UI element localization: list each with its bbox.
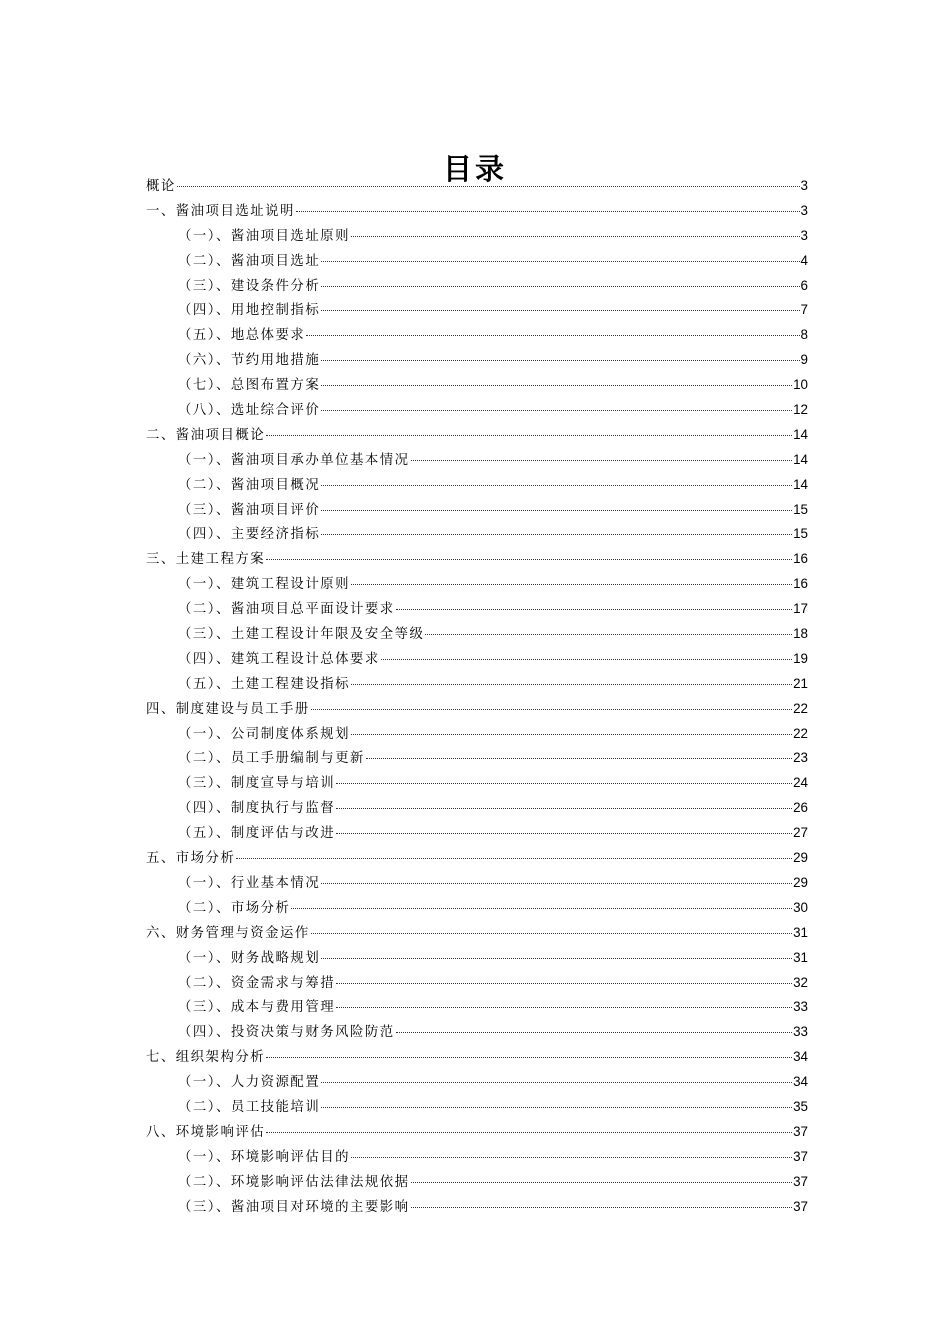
toc-section-entry[interactable] (146, 448, 808, 473)
toc-section-entry[interactable] (146, 398, 808, 423)
toc-entry-label: （四）、用地控制指标 (178, 303, 321, 319)
toc-page-number: 15 (793, 501, 808, 517)
toc-dot-leader (266, 435, 792, 436)
toc-section-entry[interactable] (146, 871, 808, 896)
toc-page-number: 29 (793, 850, 808, 866)
toc-page-number: 37 (793, 1198, 808, 1214)
toc-dot-leader (321, 360, 799, 361)
toc-dot-leader (396, 609, 792, 610)
toc-section-entry[interactable] (146, 323, 808, 348)
toc-entry-label: （七）、总图布置方案 (178, 378, 321, 394)
toc-dot-leader (321, 1107, 792, 1108)
toc-entry-label: （六）、节约用地措施 (178, 353, 321, 369)
toc-page-number: 31 (793, 949, 808, 965)
toc-section-entry[interactable] (146, 1170, 808, 1195)
toc-entry-label: （二）、环境影响评估法律法规依据 (178, 1174, 410, 1190)
toc-section-entry[interactable] (146, 1145, 808, 1170)
toc-section-entry[interactable] (146, 224, 808, 249)
toc-entry-label: （四）、投资决策与财务风险防范 (178, 1025, 395, 1041)
toc-page-number: 3 (800, 178, 808, 193)
toc-dot-leader (411, 460, 793, 461)
toc-page-number: 3 (800, 202, 808, 218)
toc-page-number: 6 (800, 277, 808, 293)
toc-page-number: 12 (793, 402, 808, 418)
toc-entry-label: （三）、成本与费用管理 (178, 1000, 336, 1016)
toc-dot-leader (236, 858, 792, 859)
toc-chapter-entry[interactable] (146, 423, 808, 448)
toc-section-entry[interactable] (146, 896, 808, 921)
toc-entry-label: （二）、市场分析 (178, 900, 291, 916)
toc-entry-label: 七、组织架构分析 (146, 1050, 266, 1066)
toc-title: 目录 (442, 152, 507, 187)
toc-page-number: 37 (793, 1123, 808, 1139)
toc-dot-leader (336, 983, 792, 984)
toc-section-entry[interactable] (146, 1195, 808, 1220)
toc-dot-leader (321, 310, 799, 311)
toc-page-number: 34 (793, 1074, 808, 1090)
toc-dot-leader (351, 1157, 792, 1158)
toc-dot-leader (321, 261, 799, 262)
toc-page-number: 30 (793, 899, 808, 915)
toc-entry-label: 六、财务管理与资金运作 (146, 925, 310, 941)
toc-section-entry[interactable] (146, 946, 808, 971)
toc-dot-leader (321, 385, 792, 386)
toc-entry-label: （一）、环境影响评估目的 (178, 1149, 350, 1165)
toc-page-number: 9 (800, 352, 808, 368)
toc-section-entry[interactable] (146, 796, 808, 821)
toc-dot-leader (351, 684, 792, 685)
toc-page-number: 22 (793, 725, 808, 741)
toc-page-number: 21 (793, 675, 808, 691)
toc-entry-label: （三）、土建工程设计年限及安全等级 (178, 627, 425, 643)
toc-entry-label: 八、环境影响评估 (146, 1124, 266, 1140)
toc-section-entry[interactable] (146, 572, 808, 597)
toc-dot-leader (381, 659, 792, 660)
toc-chapter-entry[interactable] (146, 1045, 808, 1070)
toc-section-entry[interactable] (146, 771, 808, 796)
toc-chapter-entry[interactable] (146, 199, 808, 224)
toc-entry-label: （二）、员工技能培训 (178, 1099, 321, 1115)
toc-entry-label: 五、市场分析 (146, 851, 236, 867)
toc-dot-leader (366, 758, 792, 759)
toc-page-number: 10 (793, 377, 808, 393)
toc-dot-leader (336, 783, 792, 784)
toc-entry-label: （五）、制度评估与改进 (178, 826, 336, 842)
toc-section-entry[interactable] (146, 622, 808, 647)
toc-list (146, 174, 808, 1219)
toc-page-number: 16 (793, 551, 808, 567)
toc-chapter-entry[interactable] (146, 697, 808, 722)
toc-section-entry[interactable] (146, 274, 808, 299)
toc-page-number: 14 (793, 451, 808, 467)
toc-section-entry[interactable] (146, 373, 808, 398)
toc-page-number: 23 (793, 750, 808, 766)
toc-dot-leader (351, 584, 792, 585)
toc-dot-leader (321, 1082, 792, 1083)
toc-page-number: 18 (793, 626, 808, 642)
toc-entry-label: （二）、资金需求与筹措 (178, 975, 336, 991)
toc-dot-leader (425, 634, 792, 635)
toc-page-number: 29 (793, 874, 808, 890)
toc-page-number: 8 (800, 327, 808, 343)
toc-dot-leader (336, 1007, 792, 1008)
toc-section-entry[interactable] (146, 249, 808, 274)
toc-entry-label: （二）、酱油项目总平面设计要求 (178, 602, 395, 618)
toc-page-number: 33 (793, 1024, 808, 1040)
toc-dot-leader (291, 908, 792, 909)
toc-entry-label: （一）、酱油项目承办单位基本情况 (178, 452, 410, 468)
toc-entry-label: 四、制度建设与员工手册 (146, 701, 310, 717)
toc-entry-label: （八）、选址综合评价 (178, 403, 321, 419)
toc-page-number: 32 (793, 974, 808, 990)
toc-entry-label: （三）、酱油项目评价 (178, 502, 321, 518)
toc-entry-label: （三）、建设条件分析 (178, 278, 321, 294)
toc-dot-leader (266, 1057, 792, 1058)
toc-entry-label: 概论 (146, 179, 176, 194)
toc-page-number: 26 (793, 800, 808, 816)
toc-page-number: 31 (793, 924, 808, 940)
toc-page-number: 37 (793, 1173, 808, 1189)
toc-chapter-entry[interactable] (146, 921, 808, 946)
toc-page-number: 24 (793, 775, 808, 791)
toc-dot-leader (321, 410, 792, 411)
toc-dot-leader (336, 833, 792, 834)
toc-entry-label: （一）、财务战略规划 (178, 950, 321, 966)
toc-dot-leader (336, 808, 792, 809)
toc-page-number: 33 (793, 999, 808, 1015)
toc-section-entry[interactable] (146, 348, 808, 373)
toc-section-entry[interactable] (146, 995, 808, 1020)
toc-page-number: 17 (793, 601, 808, 617)
toc-dot-leader (411, 1207, 793, 1208)
toc-entry-label: （二）、酱油项目选址 (178, 253, 321, 269)
toc-entry-label: （一）、酱油项目选址原则 (178, 228, 350, 244)
toc-dot-leader (321, 883, 792, 884)
toc-page-number: 3 (800, 227, 808, 243)
toc-entry-label: 二、酱油项目概论 (146, 427, 266, 443)
toc-section-entry[interactable] (146, 746, 808, 771)
toc-section-entry[interactable] (146, 597, 808, 622)
toc-section-entry[interactable] (146, 298, 808, 323)
toc-dot-leader (311, 933, 792, 934)
toc-dot-leader (321, 510, 792, 511)
toc-dot-leader (296, 211, 800, 212)
toc-dot-leader (351, 236, 800, 237)
toc-entry-label: （四）、主要经济指标 (178, 527, 321, 543)
toc-section-entry[interactable] (146, 1095, 808, 1120)
toc-entry-label: 一、酱油项目选址说明 (146, 203, 295, 219)
toc-entry-label: （一）、公司制度体系规划 (178, 726, 350, 742)
toc-page-number: 35 (793, 1098, 808, 1114)
toc-section-entry[interactable] (146, 821, 808, 846)
toc-dot-leader (396, 1032, 792, 1033)
toc-page-number: 14 (793, 426, 808, 442)
toc-chapter-entry[interactable] (146, 1120, 808, 1145)
toc-entry-label: （四）、制度执行与监督 (178, 801, 336, 817)
toc-page-number: 15 (793, 526, 808, 542)
toc-section-entry[interactable] (146, 722, 808, 747)
toc-entry-label: （二）、酱油项目概况 (178, 477, 321, 493)
toc-dot-leader (411, 1182, 793, 1183)
toc-section-entry[interactable] (146, 647, 808, 672)
toc-page-number: 27 (793, 825, 808, 841)
toc-page-number: 37 (793, 1148, 808, 1164)
toc-dot-leader (311, 709, 792, 710)
toc-entry-label: （一）、行业基本情况 (178, 875, 321, 891)
toc-section-entry[interactable] (146, 473, 808, 498)
toc-dot-leader (321, 286, 799, 287)
toc-dot-leader (177, 186, 800, 187)
toc-dot-leader (306, 335, 799, 336)
toc-dot-leader (266, 559, 792, 560)
toc-entry-label: （四）、建筑工程设计总体要求 (178, 651, 380, 667)
toc-page-number: 19 (793, 650, 808, 666)
toc-section-entry[interactable] (146, 971, 808, 996)
toc-dot-leader (321, 958, 792, 959)
toc-dot-leader (321, 485, 792, 486)
toc-chapter-entry[interactable] (146, 174, 808, 199)
toc-page-number: 16 (793, 576, 808, 592)
toc-page-number: 7 (800, 302, 808, 318)
toc-page-number: 34 (793, 1049, 808, 1065)
toc-page-number: 22 (793, 700, 808, 716)
toc-dot-leader (266, 1132, 792, 1133)
toc-section-entry[interactable] (146, 1020, 808, 1045)
toc-section-entry[interactable] (146, 498, 808, 523)
toc-entry-label: 三、土建工程方案 (146, 552, 266, 568)
toc-entry-label: （五）、土建工程建设指标 (178, 676, 350, 692)
toc-section-entry[interactable] (146, 1070, 808, 1095)
toc-entry-label: （三）、制度宣导与培训 (178, 776, 336, 792)
toc-entry-label: （一）、建筑工程设计原则 (178, 577, 350, 593)
toc-entry-label: （一）、人力资源配置 (178, 1075, 321, 1091)
toc-section-entry[interactable] (146, 522, 808, 547)
toc-chapter-entry[interactable] (146, 846, 808, 871)
toc-page-number: 4 (800, 252, 808, 268)
toc-entry-label: （三）、酱油项目对环境的主要影响 (178, 1199, 410, 1215)
toc-page-number: 14 (793, 476, 808, 492)
toc-chapter-entry[interactable] (146, 547, 808, 572)
toc-section-entry[interactable] (146, 672, 808, 697)
toc-dot-leader (321, 534, 792, 535)
toc-dot-leader (351, 734, 792, 735)
toc-entry-label: （五）、地总体要求 (178, 328, 306, 344)
toc-entry-label: （二）、员工手册编制与更新 (178, 751, 365, 767)
